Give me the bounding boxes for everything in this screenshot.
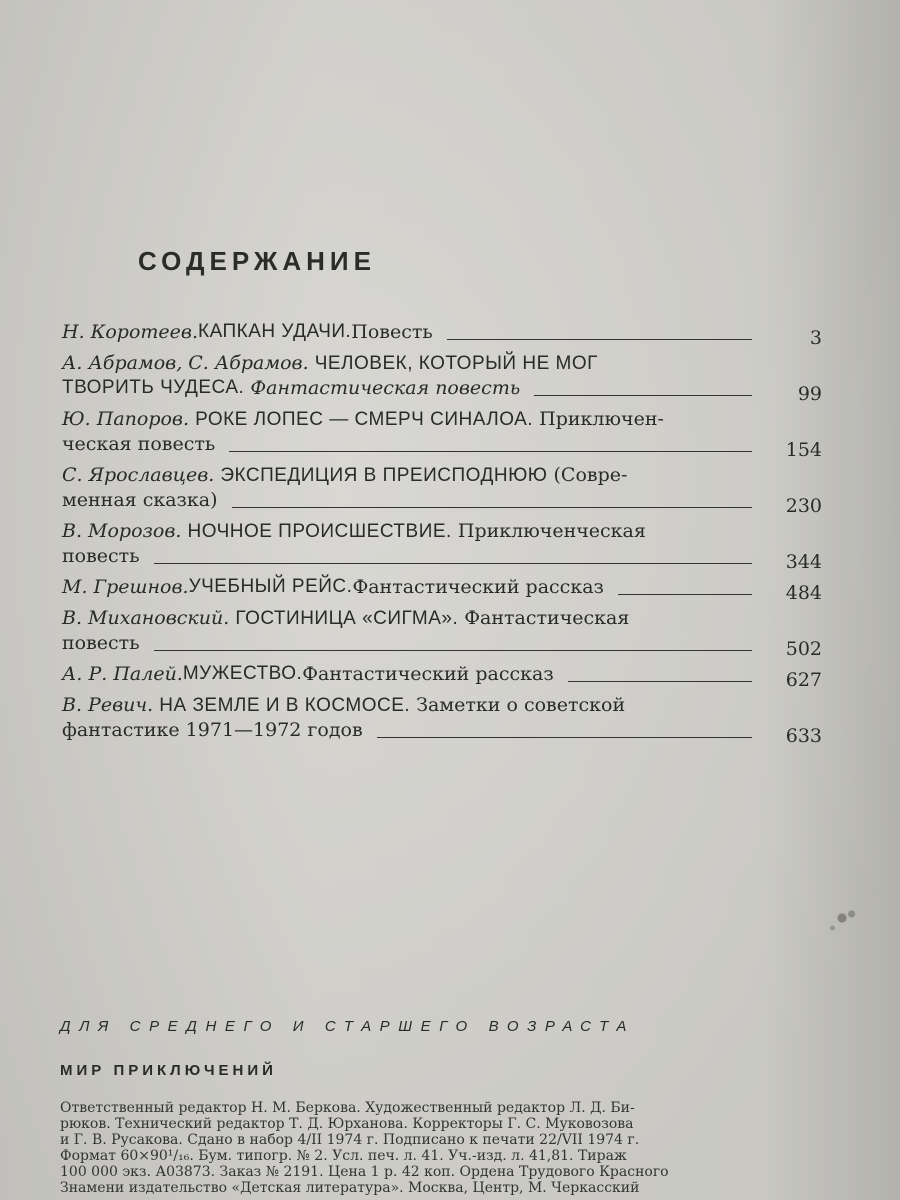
toc-line: [62, 606, 822, 631]
toc-genre: менная сказка): [62, 489, 218, 511]
toc-genre: Заметки о советской: [416, 694, 626, 716]
toc-page-number: 154: [785, 439, 822, 461]
toc-page-number: 502: [785, 638, 822, 660]
toc-line: [62, 662, 822, 686]
toc-author: Н. Коротеев.: [62, 321, 198, 343]
imprint-line: Знамени издательство «Детская литература». Москва, Центр, М. Черкасский: [60, 1180, 640, 1196]
page-title: СОДЕРЖАНИЕ: [138, 246, 376, 276]
toc-entry: [62, 575, 822, 604]
toc-line: [62, 376, 822, 400]
toc-genre: фантастике 1971—1972 годов: [62, 719, 363, 741]
leader-line: [568, 680, 752, 682]
toc-author: В. Морозов.: [62, 520, 182, 542]
toc-genre: повесть: [62, 545, 140, 567]
leader-line: [377, 736, 752, 738]
toc-genre: Фантастический рассказ: [302, 663, 554, 685]
toc-entry: [62, 320, 822, 349]
toc-genre: Фантастический рассказ: [352, 576, 604, 598]
toc-title: ЭКСПЕДИЦИЯ В ПРЕИСПОДНЮЮ: [220, 465, 548, 486]
leader-line: [618, 593, 752, 595]
imprint-line: и Г. В. Русакова. Сдано в набор 4/II 1974 г. Подписано к печати 22/VII 1974 г.: [60, 1132, 640, 1148]
leader-line: [447, 338, 752, 340]
toc-entry: [62, 351, 822, 405]
toc-title: ЧЕЛОВЕК, КОТОРЫЙ НЕ МОГ: [314, 353, 598, 374]
toc-page-number: 627: [785, 669, 822, 691]
toc-title: МУЖЕСТВО.: [182, 663, 303, 684]
toc-entry: [62, 519, 822, 573]
toc-author: А. Абрамов, С. Абрамов.: [62, 352, 309, 374]
toc-title: НОЧНОЕ ПРОИСШЕСТВИЕ.: [187, 521, 452, 542]
toc-page-number: 484: [785, 582, 822, 604]
toc-line: [62, 718, 822, 742]
toc-line: [62, 544, 822, 568]
ink-smudge: [818, 898, 866, 938]
toc-line: [62, 488, 822, 512]
toc-page-number: 633: [785, 725, 822, 747]
toc-genre: Приключенческая: [457, 520, 646, 542]
toc-line: [62, 575, 822, 599]
leader-line: [229, 450, 752, 452]
toc-genre: повесть: [62, 632, 140, 654]
toc-title-cont: ТВОРИТЬ ЧУДЕСА.: [62, 377, 245, 398]
table-of-contents: [62, 320, 822, 749]
toc-page-number: 3: [809, 327, 822, 349]
toc-title: РОКЕ ЛОПЕС — СМЕРЧ СИНАЛОА.: [195, 409, 534, 430]
toc-title: КАПКАН УДАЧИ.: [198, 321, 352, 342]
toc-line: [62, 320, 822, 344]
toc-title: НА ЗЕМЛЕ И В КОСМОСЕ.: [159, 695, 411, 716]
toc-title: ГОСТИНИЦА «СИГМА».: [235, 608, 459, 629]
imprint-block: [60, 1100, 810, 1196]
toc-genre: Повесть: [351, 321, 433, 343]
imprint-line: рюков. Технический редактор Т. Д. Юрханова. Корректоры Г. С. Муковозова: [60, 1116, 634, 1132]
toc-line: [62, 407, 822, 432]
series-name: МИР ПРИКЛЮЧЕНИЙ: [60, 1062, 277, 1079]
series-age-line: ДЛЯ СРЕДНЕГО И СТАРШЕГО ВОЗРАСТА: [60, 1018, 635, 1035]
toc-line: [62, 631, 822, 655]
toc-author: Ю. Папоров.: [62, 408, 190, 430]
imprint-line: 100 000 экз. А03873. Заказ № 2191. Цена 1 р. 42 коп. Ордена Трудового Красного: [60, 1164, 669, 1180]
toc-author: В. Михановский.: [62, 607, 230, 629]
toc-author: М. Грешнов.: [62, 576, 189, 598]
toc-page-number: 344: [785, 551, 822, 573]
imprint-line: Формат 60×90¹/₁₆. Бум. типогр. № 2. Усл. печ. л. 41. Уч.-изд. л. 41,81. Тираж: [60, 1148, 627, 1164]
toc-author: С. Ярославцев.: [62, 464, 215, 486]
imprint-line: Ответственный редактор Н. М. Беркова. Художественный редактор Л. Д. Би-: [60, 1100, 635, 1116]
toc-line: [62, 693, 822, 718]
leader-line: [154, 649, 752, 651]
toc-line: [62, 432, 822, 456]
toc-line: [62, 351, 822, 376]
leader-line: [232, 506, 752, 508]
toc-page-number: 230: [785, 495, 822, 517]
toc-genre: Фантастическая: [464, 607, 630, 629]
toc-entry: [62, 662, 822, 691]
toc-author: В. Ревич.: [62, 694, 154, 716]
toc-genre: ческая повесть: [62, 433, 216, 455]
toc-entry: [62, 693, 822, 747]
toc-line: [62, 463, 822, 488]
toc-author: А. Р. Палей.: [62, 663, 183, 685]
toc-title: УЧЕБНЫЙ РЕЙС.: [188, 576, 353, 597]
toc-genre: (Совре-: [553, 464, 628, 486]
leader-line: [534, 394, 752, 396]
toc-line: [62, 519, 822, 544]
toc-entry: [62, 407, 822, 461]
toc-page-number: 99: [797, 383, 822, 405]
toc-entry: [62, 463, 822, 517]
toc-genre: Фантастическая повесть: [250, 377, 521, 399]
leader-line: [154, 562, 752, 564]
toc-entry: [62, 606, 822, 660]
toc-genre: Приключен-: [539, 408, 664, 430]
